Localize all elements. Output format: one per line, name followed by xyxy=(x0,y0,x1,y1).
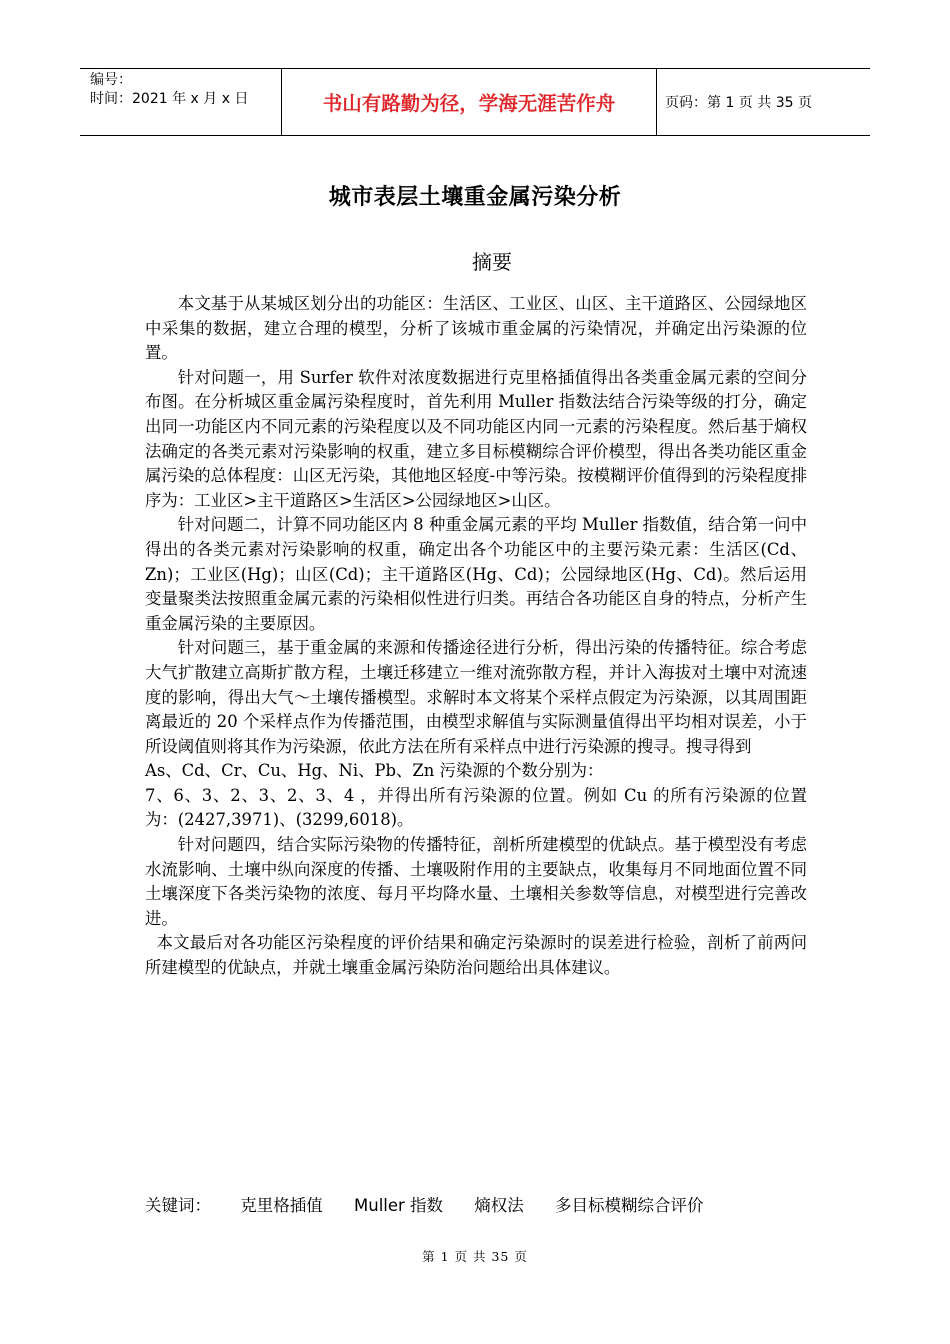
header-page-info: 页码：第 1 页 共 35 页 xyxy=(665,95,812,111)
keywords-line xyxy=(145,1192,845,1216)
abstract-body xyxy=(145,292,807,981)
paragraph-problem-4: 针对问题四，结合实际污染物的传播特征，剖析所建模型的优缺点。基于模型没有考虑水流影响、土壤中纵向深度的传播、土壤吸附作用的主要缺点，收集每月不同地面位置不同土壤深度下各类污染物的浓度、每月平均降水量、土壤相关参数等信息，对模型进行完善改进。 xyxy=(145,835,807,928)
paragraph-conclusion: 本文最后对各功能区污染程度的评价结果和确定污染源时的误差进行检验，剖析了前两问所建模型的优缺点，并就土壤重金属污染防治问题给出具体建议。 xyxy=(145,933,807,978)
abstract-heading: 摘要 xyxy=(472,250,512,274)
paragraph-problem-3: 针对问题三，基于重金属的来源和传播途径进行分析，得出污染的传播特征。综合考虑大气扩散建立高斯扩散方程，土壤迁移建立一维对流弥散方程，并计入海拔对土壤中对流速度的影响，得出大气～土壤传播模型。求解时本文将某个采样点假定为污染源，以其周围距离最近的 20 个采样点作为传播范围，由模型求解值与实际测量值得出平均相对误差，小于所设阈值则将其作为污染源，依此方法在所有采样点中进行污染源的搜寻。搜寻得到 xyxy=(145,638,807,756)
paragraph-pollutant-counts: 7、6、3、2、3、2、3、4 ，并得出所有污染源的位置。例如 Cu 的所有污染源的位置为：(2427,3971)、(3299,6018)。 xyxy=(145,785,807,830)
paragraph-problem-2: 针对问题二，计算不同功能区内 8 种重金属元素的平均 Muller 指数值，结合第一问中得出的各类元素对污染影响的权重，确定出各个功能区中的主要污染元素：生活区(Cd、Zn)；工业区(Hg)；山区(Cd)；主干道路区(Hg、Cd)；公园绿地区(Hg、Cd)。然后运用变量聚类法按照重金属元素的污染相似性进行归类。再结合各功能区自身的特点，分析产生重金属污染的主要原因。 xyxy=(145,515,807,633)
page-header xyxy=(80,68,870,136)
header-motto: 书山有路勤为径，学海无涯苦作舟 xyxy=(281,69,657,135)
keyword-item: Muller 指数 xyxy=(354,1196,444,1215)
keyword-item: 克里格插值 xyxy=(240,1196,323,1215)
page-footer: 第 1 页 共 35 页 xyxy=(422,1249,528,1264)
keywords-label: 关键词： xyxy=(145,1196,211,1215)
paragraph-problem-1: 针对问题一，用 Surfer 软件对浓度数据进行克里格插值得出各类重金属元素的空间分布图。在分析城区重金属污染程度时，首先利用 Muller 指数法结合污染等级的打分，确定出同一功能区内不同元素的污染程度以及不同功能区内同一元素的污染程度。然后基于熵权法确定的各类元素对污染影响的权重，建立多目标模糊综合评价模型，得出各类功能区重金属污染的总体程度：山区无污染，其他地区轻度-中等污染。按模糊评价值得到的污染程度排序为：工业区>主干道路区>生活区>公园绿地区>山区。 xyxy=(145,367,807,510)
keyword-item: 多目标模糊综合评价 xyxy=(555,1196,704,1215)
header-meta xyxy=(80,69,281,135)
paragraph-intro: 本文基于从某城区划分出的功能区：生活区、工业区、山区、主干道路区、公园绿地区中采集的数据，建立合理的模型，分析了该城市重金属的污染情况，并确定出污染源的位置。 xyxy=(145,294,807,363)
paragraph-pollutant-list: As、Cd、Cr、Cu、Hg、Ni、Pb、Zn 污染源的个数分别为： xyxy=(145,761,604,781)
document-title: 城市表层土壤重金属污染分析 xyxy=(328,185,622,210)
keyword-item: 熵权法 xyxy=(474,1196,524,1215)
header-time: 时间：2021 年 x 月 x 日 xyxy=(90,91,249,107)
header-number: 编号： xyxy=(90,72,132,88)
